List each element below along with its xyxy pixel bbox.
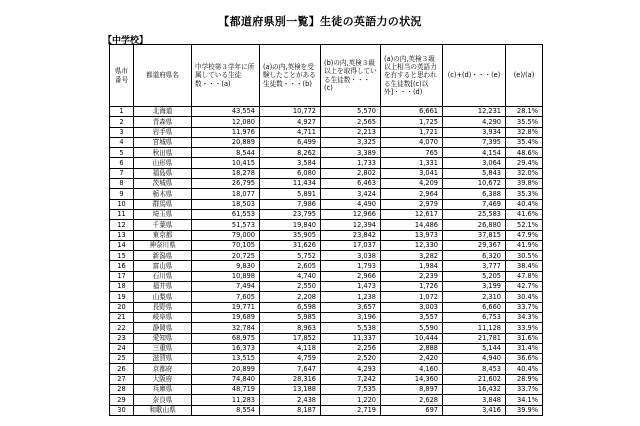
cell-holders: 5,538	[321, 323, 381, 333]
cell-equivalent: 1,726	[381, 282, 443, 292]
cell-students: 20,725	[192, 251, 260, 261]
cell-sum: 10,672	[443, 179, 506, 189]
table-row	[110, 292, 543, 302]
table-row	[110, 385, 543, 395]
cell-examinees: 2,605	[260, 261, 321, 271]
cell-code: 26	[110, 364, 134, 374]
cell-holders: 3,325	[321, 137, 381, 147]
cell-examinees: 6,080	[260, 168, 321, 178]
cell-holders: 3,038	[321, 251, 381, 261]
cell-holders: 11,337	[321, 333, 381, 343]
table-row	[110, 127, 543, 137]
cell-students: 18,077	[192, 189, 260, 199]
cell-code: 27	[110, 374, 134, 384]
cell-students: 7,494	[192, 282, 260, 292]
cell-ratio: 33.9%	[506, 323, 543, 333]
cell-examinees: 5,985	[260, 312, 321, 322]
cell-equivalent: 8,897	[381, 385, 443, 395]
cell-holders: 2,719	[321, 405, 381, 415]
cell-sum: 3,934	[443, 127, 506, 137]
header-examinees: (a)の内,英検を受験したことがある生徒数・・・(b)	[260, 45, 321, 107]
cell-examinees: 7,647	[260, 364, 321, 374]
cell-students: 10,898	[192, 271, 260, 281]
prefecture-table	[109, 44, 543, 416]
cell-equivalent: 4,160	[381, 364, 443, 374]
cell-examinees: 5,752	[260, 251, 321, 261]
cell-examinees: 17,852	[260, 333, 321, 343]
cell-equivalent: 1,721	[381, 127, 443, 137]
cell-code: 2	[110, 117, 134, 127]
cell-students: 7,605	[192, 292, 260, 302]
cell-prefecture: 奈良県	[134, 395, 192, 405]
cell-code: 12	[110, 220, 134, 230]
cell-prefecture: 東京都	[134, 230, 192, 240]
cell-students: 13,515	[192, 354, 260, 364]
table-row	[110, 374, 543, 384]
cell-ratio: 38.4%	[506, 261, 543, 271]
cell-students: 18,278	[192, 168, 260, 178]
cell-code: 24	[110, 343, 134, 353]
cell-prefecture: 長野県	[134, 302, 192, 312]
cell-prefecture: 静岡県	[134, 323, 192, 333]
cell-sum: 5,843	[443, 168, 506, 178]
cell-examinees: 23,795	[260, 209, 321, 219]
table-row	[110, 261, 543, 271]
cell-ratio: 52.1%	[506, 220, 543, 230]
cell-sum: 4,154	[443, 148, 506, 158]
table-row	[110, 240, 543, 250]
cell-ratio: 33.7%	[506, 302, 543, 312]
cell-code: 29	[110, 395, 134, 405]
cell-equivalent: 3,041	[381, 168, 443, 178]
cell-prefecture: 岩手県	[134, 127, 192, 137]
cell-holders: 6,463	[321, 179, 381, 189]
cell-holders: 2,966	[321, 271, 381, 281]
cell-students: 51,573	[192, 220, 260, 230]
cell-equivalent: 2,628	[381, 395, 443, 405]
cell-sum: 4,940	[443, 354, 506, 364]
cell-equivalent: 1,331	[381, 158, 443, 168]
cell-code: 28	[110, 385, 134, 395]
cell-examinees: 2,550	[260, 282, 321, 292]
cell-holders: 7,242	[321, 374, 381, 384]
cell-ratio: 41.6%	[506, 209, 543, 219]
cell-examinees: 6,598	[260, 302, 321, 312]
cell-prefecture: 和歌山県	[134, 405, 192, 415]
table-row	[110, 179, 543, 189]
cell-prefecture: 北海道	[134, 107, 192, 117]
cell-sum: 26,880	[443, 220, 506, 230]
table-row	[110, 230, 543, 240]
cell-sum: 6,320	[443, 251, 506, 261]
cell-examinees: 2,438	[260, 395, 321, 405]
cell-ratio: 48.6%	[506, 148, 543, 158]
cell-prefecture: 栃木県	[134, 189, 192, 199]
cell-holders: 2,256	[321, 343, 381, 353]
cell-sum: 16,432	[443, 385, 506, 395]
table-row	[110, 209, 543, 219]
cell-ratio: 36.6%	[506, 354, 543, 364]
cell-equivalent: 2,239	[381, 271, 443, 281]
cell-prefecture: 富山県	[134, 261, 192, 271]
cell-code: 3	[110, 127, 134, 137]
table-row	[110, 168, 543, 178]
cell-code: 10	[110, 199, 134, 209]
cell-equivalent: 1,072	[381, 292, 443, 302]
cell-holders: 2,520	[321, 354, 381, 364]
cell-sum: 3,199	[443, 282, 506, 292]
cell-sum: 3,848	[443, 395, 506, 405]
cell-ratio: 35.5%	[506, 117, 543, 127]
cell-sum: 25,583	[443, 209, 506, 219]
header-prefecture: 都道府県名	[134, 45, 192, 107]
cell-holders: 12,966	[321, 209, 381, 219]
table-row	[110, 148, 543, 158]
cell-examinees: 4,740	[260, 271, 321, 281]
cell-sum: 12,231	[443, 107, 506, 117]
cell-sum: 6,388	[443, 189, 506, 199]
cell-students: 70,105	[192, 240, 260, 250]
cell-sum: 5,205	[443, 271, 506, 281]
cell-students: 19,771	[192, 302, 260, 312]
cell-examinees: 19,840	[260, 220, 321, 230]
cell-ratio: 34.3%	[506, 312, 543, 322]
cell-holders: 17,037	[321, 240, 381, 250]
cell-ratio: 30.4%	[506, 292, 543, 302]
cell-equivalent: 6,661	[381, 107, 443, 117]
cell-students: 43,554	[192, 107, 260, 117]
cell-code: 8	[110, 179, 134, 189]
cell-equivalent: 14,360	[381, 374, 443, 384]
cell-sum: 3,416	[443, 405, 506, 415]
cell-code: 7	[110, 168, 134, 178]
cell-holders: 5,570	[321, 107, 381, 117]
cell-sum: 7,469	[443, 199, 506, 209]
cell-prefecture: 福島県	[134, 168, 192, 178]
cell-holders: 1,793	[321, 261, 381, 271]
cell-students: 11,283	[192, 395, 260, 405]
cell-equivalent: 1,725	[381, 117, 443, 127]
cell-holders: 7,535	[321, 385, 381, 395]
cell-holders: 2,565	[321, 117, 381, 127]
cell-holders: 4,293	[321, 364, 381, 374]
cell-equivalent: 2,964	[381, 189, 443, 199]
cell-holders: 3,657	[321, 302, 381, 312]
cell-students: 61,553	[192, 209, 260, 219]
cell-prefecture: 宮城県	[134, 137, 192, 147]
cell-students: 10,415	[192, 158, 260, 168]
table-row	[110, 302, 543, 312]
cell-equivalent: 5,590	[381, 323, 443, 333]
cell-prefecture: 大阪府	[134, 374, 192, 384]
cell-holders: 1,733	[321, 158, 381, 168]
cell-equivalent: 4,209	[381, 179, 443, 189]
table-row	[110, 405, 543, 415]
cell-examinees: 4,927	[260, 117, 321, 127]
cell-examinees: 8,187	[260, 405, 321, 415]
cell-sum: 3,777	[443, 261, 506, 271]
cell-prefecture: 三重県	[134, 343, 192, 353]
cell-prefecture: 京都府	[134, 364, 192, 374]
cell-holders: 12,394	[321, 220, 381, 230]
cell-equivalent: 10,444	[381, 333, 443, 343]
cell-examinees: 8,262	[260, 148, 321, 158]
table-row	[110, 271, 543, 281]
cell-students: 20,899	[192, 364, 260, 374]
cell-students: 19,689	[192, 312, 260, 322]
cell-code: 1	[110, 107, 134, 117]
table-row	[110, 199, 543, 209]
cell-equivalent: 697	[381, 405, 443, 415]
cell-prefecture: 秋田県	[134, 148, 192, 158]
table-row	[110, 117, 543, 127]
cell-ratio: 31.6%	[506, 333, 543, 343]
section-label: 【中学校】	[103, 36, 149, 46]
header-code: 県市番号	[110, 45, 134, 107]
cell-students: 48,719	[192, 385, 260, 395]
cell-ratio: 40.4%	[506, 199, 543, 209]
cell-holders: 2,802	[321, 168, 381, 178]
cell-equivalent: 2,888	[381, 343, 443, 353]
cell-equivalent: 1,984	[381, 261, 443, 271]
cell-equivalent: 14,486	[381, 220, 443, 230]
cell-prefecture: 青森県	[134, 117, 192, 127]
cell-code: 17	[110, 271, 134, 281]
cell-code: 13	[110, 230, 134, 240]
cell-prefecture: 滋賀県	[134, 354, 192, 364]
table-row	[110, 333, 543, 343]
cell-ratio: 30.5%	[506, 251, 543, 261]
cell-prefecture: 群馬県	[134, 199, 192, 209]
cell-equivalent: 12,617	[381, 209, 443, 219]
cell-ratio: 32.8%	[506, 127, 543, 137]
cell-examinees: 4,759	[260, 354, 321, 364]
cell-equivalent: 2,979	[381, 199, 443, 209]
table-row	[110, 107, 543, 117]
cell-sum: 11,128	[443, 323, 506, 333]
cell-holders: 23,842	[321, 230, 381, 240]
cell-holders: 1,238	[321, 292, 381, 302]
table-row	[110, 312, 543, 322]
cell-examinees: 13,188	[260, 385, 321, 395]
cell-sum: 2,310	[443, 292, 506, 302]
cell-examinees: 5,891	[260, 189, 321, 199]
cell-code: 30	[110, 405, 134, 415]
cell-examinees: 4,711	[260, 127, 321, 137]
cell-students: 9,830	[192, 261, 260, 271]
table-row	[110, 251, 543, 261]
cell-sum: 21,602	[443, 374, 506, 384]
cell-students: 74,840	[192, 374, 260, 384]
cell-prefecture: 岐阜県	[134, 312, 192, 322]
table-row	[110, 323, 543, 333]
header-row	[110, 45, 543, 107]
cell-sum: 6,753	[443, 312, 506, 322]
cell-examinees: 28,316	[260, 374, 321, 384]
cell-examinees: 8,963	[260, 323, 321, 333]
cell-students: 8,544	[192, 148, 260, 158]
cell-students: 16,373	[192, 343, 260, 353]
cell-students: 32,784	[192, 323, 260, 333]
cell-equivalent: 3,003	[381, 302, 443, 312]
cell-equivalent: 13,973	[381, 230, 443, 240]
cell-code: 4	[110, 137, 134, 147]
cell-ratio: 47.9%	[506, 230, 543, 240]
cell-equivalent: 2,420	[381, 354, 443, 364]
cell-ratio: 39.8%	[506, 179, 543, 189]
cell-sum: 8,453	[443, 364, 506, 374]
cell-ratio: 28.9%	[506, 374, 543, 384]
cell-sum: 7,395	[443, 137, 506, 147]
table-row	[110, 137, 543, 147]
header-equivalent: (a)の内,英検３級以上相当の英語力を有すると思われる生徒数[(c)以外]・・・(d)	[381, 45, 443, 107]
cell-holders: 1,220	[321, 395, 381, 405]
cell-examinees: 10,772	[260, 107, 321, 117]
cell-sum: 29,367	[443, 240, 506, 250]
cell-students: 11,976	[192, 127, 260, 137]
cell-examinees: 11,434	[260, 179, 321, 189]
cell-code: 20	[110, 302, 134, 312]
cell-examinees: 7,986	[260, 199, 321, 209]
cell-examinees: 2,208	[260, 292, 321, 302]
cell-equivalent: 765	[381, 148, 443, 158]
cell-holders: 2,213	[321, 127, 381, 137]
cell-code: 9	[110, 189, 134, 199]
table-row	[110, 282, 543, 292]
cell-students: 79,000	[192, 230, 260, 240]
cell-sum: 37,815	[443, 230, 506, 240]
cell-examinees: 35,905	[260, 230, 321, 240]
cell-prefecture: 千葉県	[134, 220, 192, 230]
header-students: 中学校第３学年に所属している生徒数・・・(a)	[192, 45, 260, 107]
cell-equivalent: 12,330	[381, 240, 443, 250]
cell-equivalent: 3,557	[381, 312, 443, 322]
cell-code: 6	[110, 158, 134, 168]
cell-code: 11	[110, 209, 134, 219]
cell-ratio: 35.3%	[506, 189, 543, 199]
table-row	[110, 220, 543, 230]
cell-prefecture: 福井県	[134, 282, 192, 292]
cell-sum: 3,064	[443, 158, 506, 168]
cell-equivalent: 4,070	[381, 137, 443, 147]
cell-code: 25	[110, 354, 134, 364]
cell-code: 19	[110, 292, 134, 302]
cell-holders: 3,196	[321, 312, 381, 322]
cell-code: 22	[110, 323, 134, 333]
header-ratio: (e)/(a)	[506, 45, 543, 107]
cell-ratio: 29.4%	[506, 158, 543, 168]
cell-code: 16	[110, 261, 134, 271]
table-row	[110, 189, 543, 199]
cell-ratio: 39.9%	[506, 405, 543, 415]
cell-prefecture: 山梨県	[134, 292, 192, 302]
cell-students: 18,503	[192, 199, 260, 209]
cell-prefecture: 愛知県	[134, 333, 192, 343]
header-grade3-holders: (b)の内,英検３級以上を取得している生徒数・・・(c)	[321, 45, 381, 107]
table-row	[110, 354, 543, 364]
cell-sum: 21,781	[443, 333, 506, 343]
cell-code: 15	[110, 251, 134, 261]
cell-ratio: 31.4%	[506, 343, 543, 353]
cell-prefecture: 埼玉県	[134, 209, 192, 219]
cell-holders: 3,389	[321, 148, 381, 158]
table-row	[110, 395, 543, 405]
cell-ratio: 35.4%	[506, 137, 543, 147]
cell-equivalent: 3,282	[381, 251, 443, 261]
cell-prefecture: 茨城県	[134, 179, 192, 189]
cell-ratio: 47.8%	[506, 271, 543, 281]
cell-examinees: 3,584	[260, 158, 321, 168]
cell-examinees: 6,499	[260, 137, 321, 147]
header-sum: (c)+(d)・・・(e)	[443, 45, 506, 107]
cell-students: 20,889	[192, 137, 260, 147]
table-row	[110, 364, 543, 374]
cell-prefecture: 山形県	[134, 158, 192, 168]
cell-examinees: 4,118	[260, 343, 321, 353]
cell-prefecture: 神奈川県	[134, 240, 192, 250]
cell-prefecture: 兵庫県	[134, 385, 192, 395]
cell-ratio: 42.7%	[506, 282, 543, 292]
cell-prefecture: 新潟県	[134, 251, 192, 261]
cell-ratio: 40.4%	[506, 364, 543, 374]
cell-prefecture: 石川県	[134, 271, 192, 281]
cell-holders: 1,473	[321, 282, 381, 292]
page-title: 【都道府県別一覧】生徒の英語力の状況	[218, 15, 422, 28]
cell-holders: 3,424	[321, 189, 381, 199]
cell-students: 8,554	[192, 405, 260, 415]
cell-code: 5	[110, 148, 134, 158]
cell-students: 68,975	[192, 333, 260, 343]
cell-students: 26,795	[192, 179, 260, 189]
cell-sum: 6,660	[443, 302, 506, 312]
cell-sum: 4,290	[443, 117, 506, 127]
cell-code: 21	[110, 312, 134, 322]
table-row	[110, 343, 543, 353]
cell-code: 14	[110, 240, 134, 250]
cell-examinees: 31,626	[260, 240, 321, 250]
table-row	[110, 158, 543, 168]
cell-holders: 4,490	[321, 199, 381, 209]
cell-code: 18	[110, 282, 134, 292]
cell-students: 12,080	[192, 117, 260, 127]
cell-ratio: 28.1%	[506, 107, 543, 117]
cell-ratio: 41.9%	[506, 240, 543, 250]
cell-sum: 5,144	[443, 343, 506, 353]
cell-ratio: 34.1%	[506, 395, 543, 405]
cell-ratio: 32.0%	[506, 168, 543, 178]
table-body	[110, 107, 543, 416]
cell-ratio: 33.7%	[506, 385, 543, 395]
cell-code: 23	[110, 333, 134, 343]
